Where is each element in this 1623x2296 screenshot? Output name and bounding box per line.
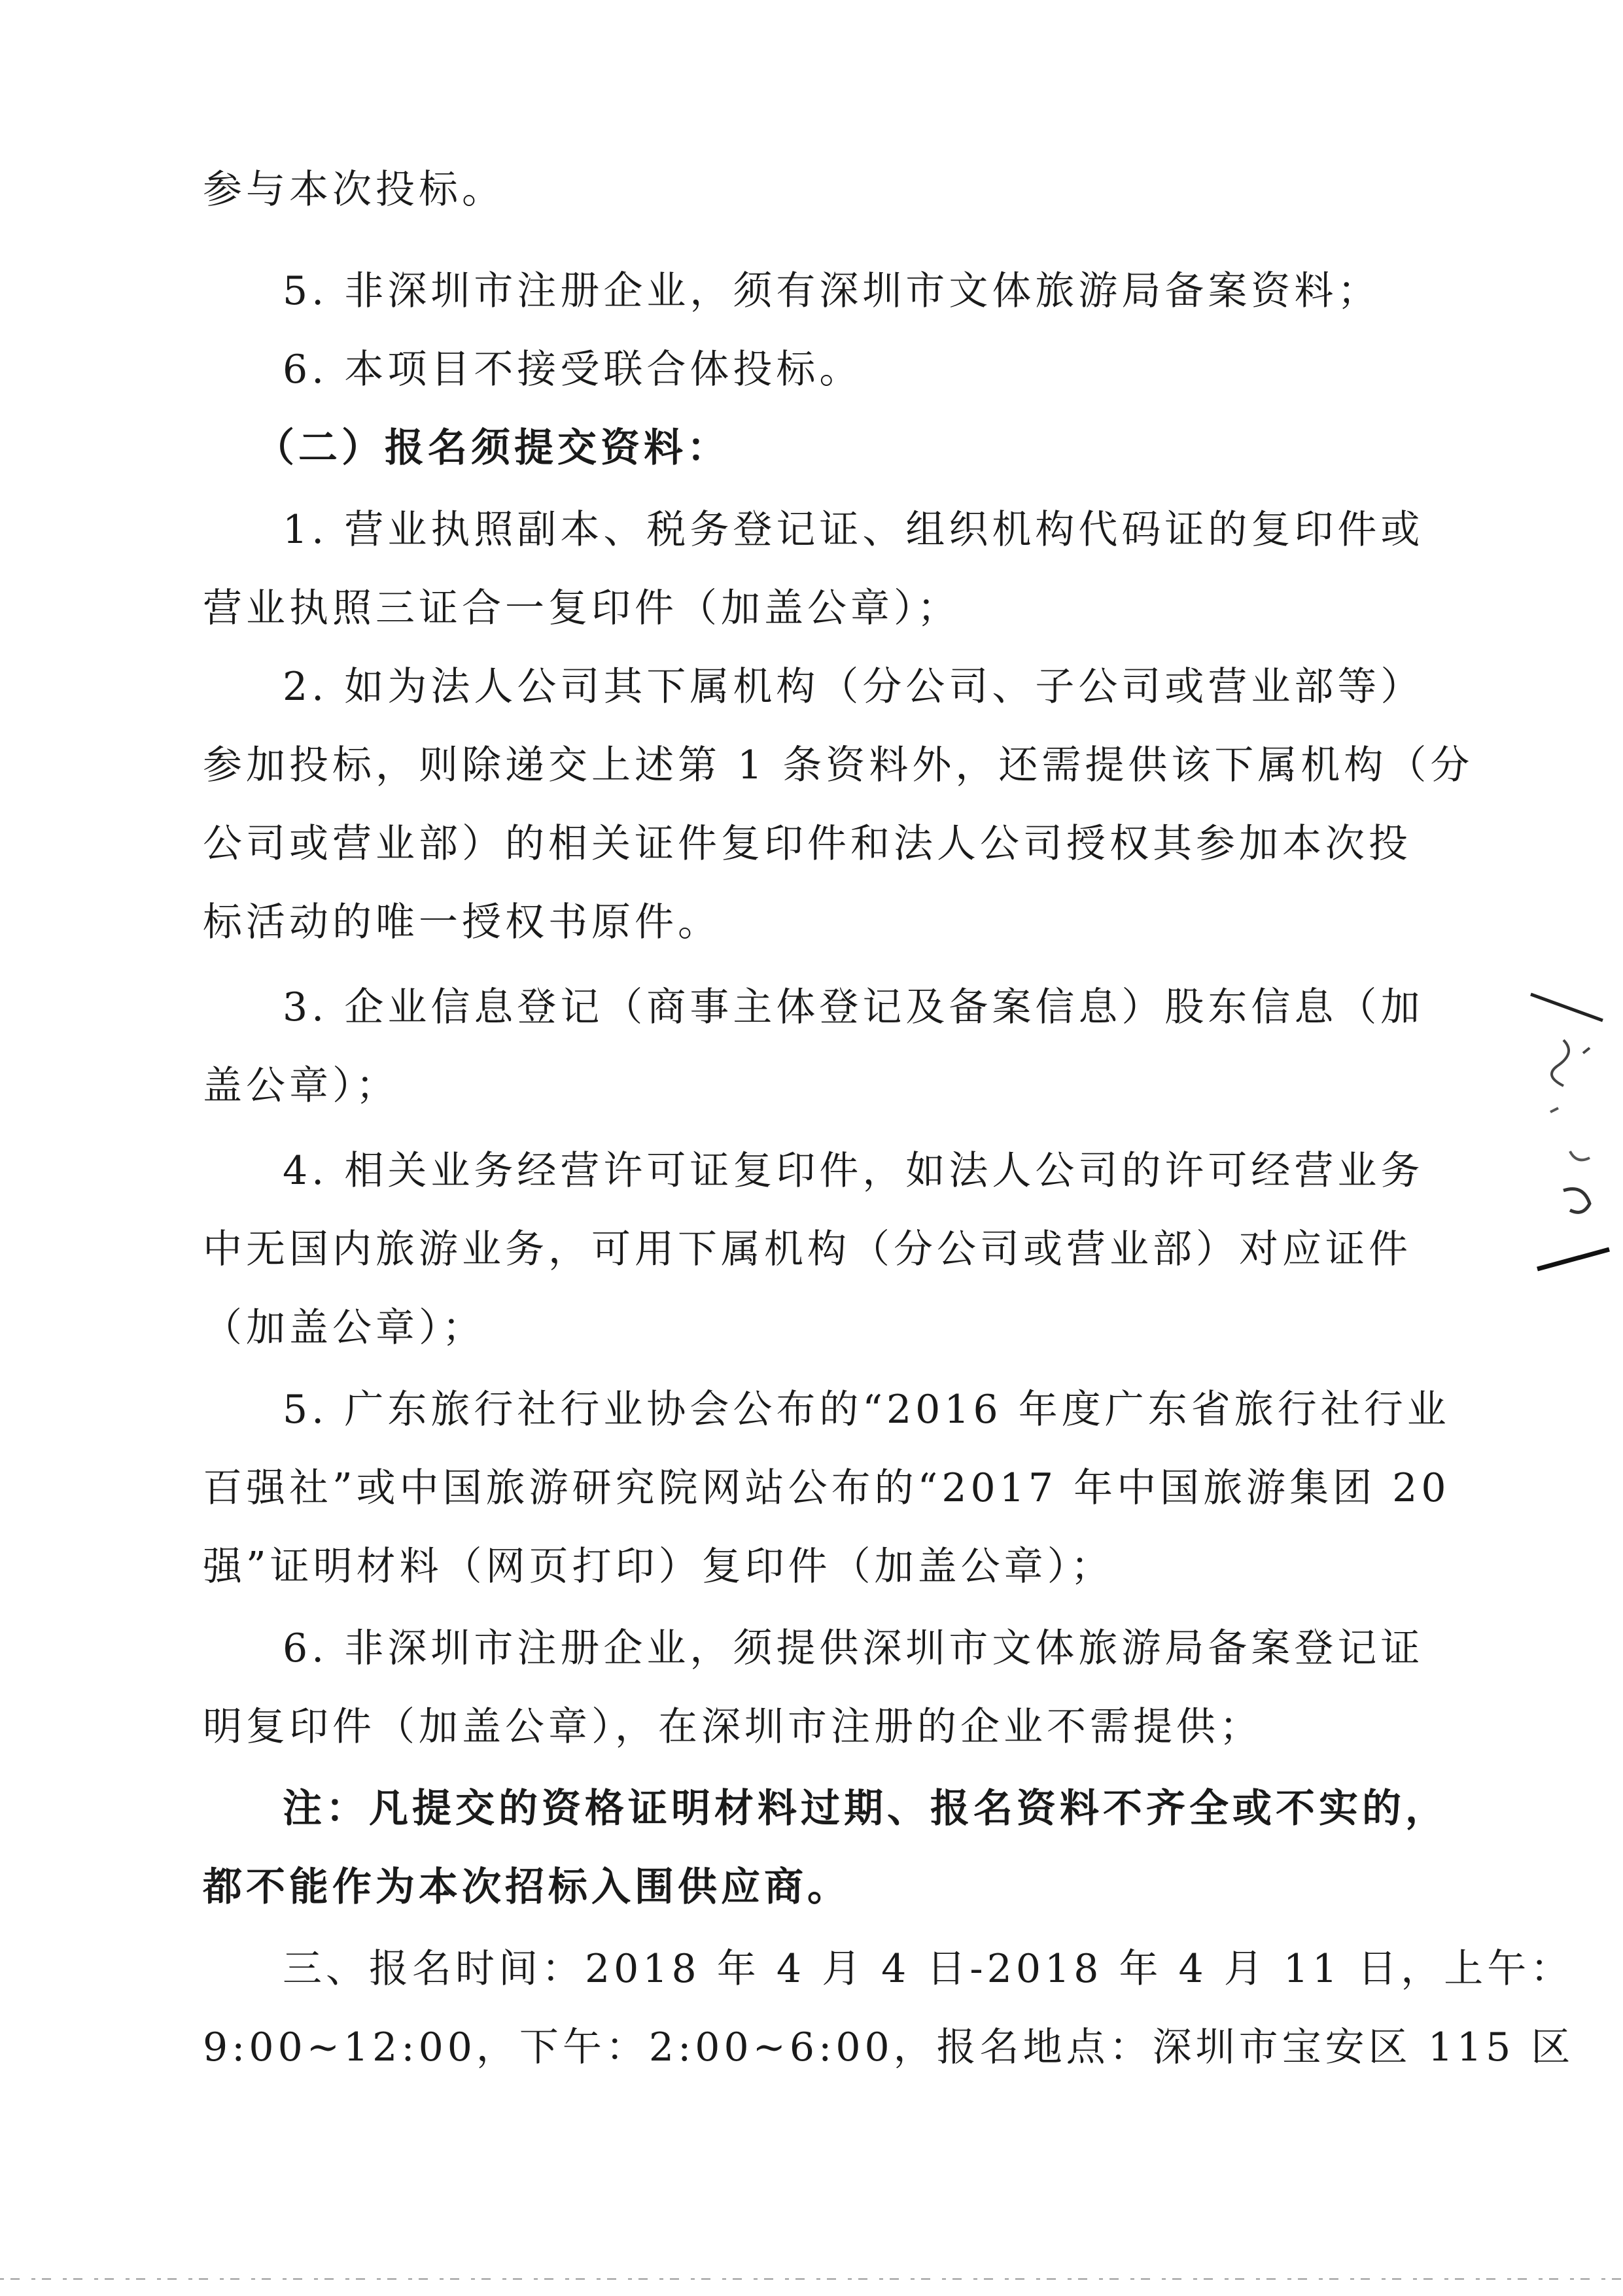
note-line: 注：凡提交的资格证明材料过期、报名资料不齐全或不实的， <box>283 1786 1448 1832</box>
scan-artifact-line-icon <box>0 2275 1623 2283</box>
text-line: （加盖公章）； <box>203 1305 485 1351</box>
text-line: 三、报名时间：2018 年 4 月 4 日-2018 年 4 月 11 日，上午： <box>283 1946 1574 1992</box>
text-line: 4. 相关业务经营许可证复印件，如法人公司的许可经营业务 <box>283 1148 1424 1194</box>
text-line: 1. 营业执照副本、税务登记证、组织机构代码证的复印件或 <box>283 507 1424 553</box>
text-line: 标活动的唯一授权书原件。 <box>203 899 721 945</box>
section-heading: （二）报名须提交资料： <box>255 425 730 471</box>
text-line: 3. 企业信息登记（商事主体登记及备案信息）股东信息（加 <box>283 984 1424 1030</box>
text-line: 2. 如为法人公司其下属机构（分公司、子公司或营业部等） <box>283 664 1424 710</box>
text-line: 9:00~12:00，下午：2:00~6:00，报名地点：深圳市宝安区 115 区 <box>203 2025 1575 2070</box>
text-line: 强”证明材料（网页打印）复印件（加盖公章）； <box>203 1544 1114 1590</box>
text-line: 6. 本项目不接受联合体投标。 <box>283 347 863 392</box>
text-line: 参加投标，则除递交上述第 1 条资料外，还需提供该下属机构（分 <box>203 742 1474 788</box>
text-line: 5. 广东旅行社行业协会公布的“2016 年度广东省旅行社行业 <box>283 1387 1450 1433</box>
text-line: 明复印件（加盖公章），在深圳市注册的企业不需提供； <box>203 1704 1263 1750</box>
text-line: 中无国内旅游业务，可用下属机构（分公司或营业部）对应证件 <box>203 1226 1412 1272</box>
text-line: 盖公章）； <box>203 1063 399 1109</box>
text-line: 5. 非深圳市注册企业，须有深圳市文体旅游局备案资料； <box>283 268 1381 314</box>
text-line: 百强社”或中国旅游研究院网站公布的“2017 年中国旅游集团 20 <box>203 1465 1450 1511</box>
text-line: 参与本次投标。 <box>203 167 505 213</box>
text-line: 公司或营业部）的相关证件复印件和法人公司授权其参加本次投 <box>203 821 1412 867</box>
margin-seal-mark-icon <box>1524 981 1616 1295</box>
note-line: 都不能作为本次招标入围供应商。 <box>203 1864 850 1910</box>
text-line: 营业执照三证合一复印件（加盖公章）； <box>203 585 960 631</box>
text-line: 6. 非深圳市注册企业，须提供深圳市文体旅游局备案登记证 <box>283 1626 1424 1671</box>
